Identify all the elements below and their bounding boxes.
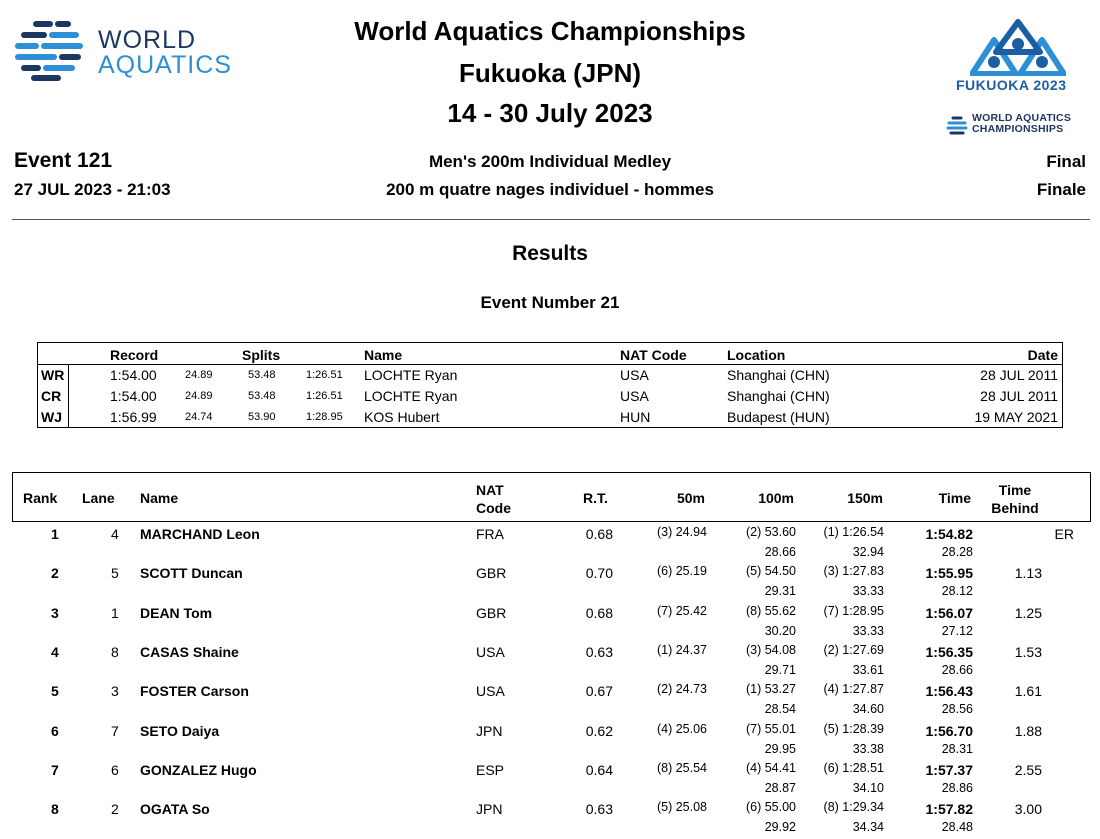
event-number-line: Event Number 21 [480, 293, 620, 312]
fukuoka-2023-logo [938, 16, 1088, 141]
result-split-150m: (6) 1:28.51 [823, 760, 884, 775]
result-time-behind: 1.13 [1014, 565, 1042, 582]
results-header-time-behind [987, 481, 1043, 517]
result-row [0, 603, 1100, 643]
result-lane: 5 [111, 565, 119, 582]
record-date: 28 JUL 2011 [980, 388, 1058, 404]
logo-text-aquatics: AQUATICS [98, 51, 232, 79]
result-rank: 3 [51, 604, 59, 621]
result-lap-100m: 29.92 [764, 820, 796, 835]
result-time-behind: 1.53 [1014, 643, 1042, 660]
result-reaction-time: 0.68 [585, 604, 613, 621]
record-time: 1:56.99 [110, 409, 157, 425]
result-lane: 8 [111, 643, 119, 660]
result-lap-final: 28.31 [941, 741, 973, 756]
result-nat-code: ESP [476, 761, 505, 778]
result-lap-100m: 28.66 [764, 545, 796, 559]
result-lap-final: 28.56 [941, 702, 973, 717]
result-lap-150m: 33.33 [852, 623, 884, 638]
records-table [37, 342, 1063, 428]
results-header-nat-line1: NAT [476, 482, 504, 498]
result-nat-code: JPN [476, 722, 503, 739]
result-time-behind: 1.88 [1014, 722, 1042, 739]
record-holder-name: KOS Hubert [364, 409, 440, 425]
result-rank: 1 [51, 526, 59, 542]
record-nat-code: HUN [620, 409, 651, 425]
result-final-time: 1:54.82 [925, 526, 973, 542]
result-lap-150m: 33.61 [852, 662, 884, 677]
results-header-nat-line2: Code [476, 500, 511, 516]
result-lane: 2 [111, 801, 119, 818]
result-split-100m: (1) 53.27 [745, 682, 796, 697]
result-split-50m: (2) 24.73 [656, 682, 707, 697]
result-nat-code: USA [476, 643, 505, 660]
event-datetime: 27 JUL 2023 - 21:03 [14, 180, 171, 199]
result-rank: 7 [51, 761, 59, 778]
record-type: WJ [41, 409, 62, 425]
records-header-nat: NAT Code [620, 347, 687, 363]
results-header-50m: 50m [676, 490, 705, 506]
event-name-french: 200 m quatre nages individuel - hommes [386, 180, 714, 199]
result-split-100m: (4) 54.41 [745, 760, 796, 775]
result-time-behind: 1.25 [1014, 604, 1042, 621]
result-lap-final: 28.48 [941, 820, 973, 835]
records-header-name: Name [364, 347, 403, 363]
results-header-rt: R.T. [583, 490, 608, 506]
result-reaction-time: 0.62 [585, 722, 613, 739]
championship-dates: 14 - 30 July 2023 [447, 98, 653, 128]
result-rank: 4 [51, 643, 59, 660]
record-time: 1:54.00 [110, 388, 157, 404]
result-split-100m: (5) 54.50 [745, 564, 796, 579]
result-nat-code: JPN [476, 801, 503, 818]
event-name-english: Men's 200m Individual Medley [428, 152, 672, 171]
records-header-date: Date [1027, 347, 1058, 363]
result-athlete-name: FOSTER Carson [140, 683, 249, 700]
result-rank: 8 [51, 801, 59, 818]
event-round-english: Final [1046, 152, 1086, 171]
logo-right-line1: WORLD AQUATICS [972, 112, 1072, 124]
result-split-150m: (3) 1:27.83 [823, 564, 884, 579]
result-athlete-name: MARCHAND Leon [140, 526, 260, 542]
result-reaction-time: 0.68 [585, 526, 613, 542]
record-split-100: 53.48 [248, 390, 276, 402]
results-header-rank: Rank [23, 490, 58, 506]
result-split-50m: (3) 24.94 [656, 525, 707, 539]
record-split-50: 24.89 [185, 369, 213, 381]
result-split-50m: (1) 24.37 [656, 642, 707, 657]
championship-location: Fukuoka (JPN) [458, 58, 642, 88]
results-header-behind-line1: Time [998, 482, 1032, 498]
result-reaction-time: 0.64 [585, 761, 613, 778]
result-lane: 3 [111, 683, 119, 700]
world-aquatics-mini-emblem-icon [946, 115, 968, 137]
result-final-time: 1:57.82 [925, 801, 973, 818]
result-time-behind: 2.55 [1014, 761, 1042, 778]
result-split-150m: (8) 1:29.34 [823, 800, 884, 815]
results-header-time: Time [938, 490, 971, 506]
result-athlete-name: SETO Daiya [140, 722, 220, 739]
results-header-behind-line2: Behind [991, 500, 1039, 516]
result-reaction-time: 0.63 [585, 801, 613, 818]
header-divider [12, 219, 1090, 220]
result-lane: 6 [111, 761, 119, 778]
championship-title: World Aquatics Championships [354, 16, 746, 46]
record-time: 1:54.00 [110, 367, 157, 383]
records-type-rule [68, 364, 69, 428]
record-split-150: 1:26.51 [306, 390, 343, 402]
result-split-50m: (8) 25.54 [656, 760, 707, 775]
result-lane: 4 [111, 526, 119, 542]
record-split-150: 1:26.51 [306, 369, 343, 381]
world-aquatics-emblem-icon [14, 18, 84, 82]
result-lane: 7 [111, 722, 119, 739]
result-athlete-name: CASAS Shaine [140, 643, 239, 660]
record-split-150: 1:28.95 [306, 411, 343, 423]
result-lap-100m: 28.87 [764, 780, 796, 795]
record-split-50: 24.74 [185, 411, 213, 423]
fukuoka-year-text: FUKUOKA 2023 [956, 77, 1067, 93]
result-final-time: 1:56.35 [925, 643, 973, 660]
record-date: 28 JUL 2011 [980, 367, 1058, 383]
logo-right-line2: CHAMPIONSHIPS [972, 123, 1064, 135]
result-split-150m: (2) 1:27.69 [823, 642, 884, 657]
results-header-100m: 100m [758, 490, 794, 506]
record-holder-name: LOCHTE Ryan [364, 367, 458, 383]
result-lap-100m: 28.54 [764, 702, 796, 717]
result-record-note: ER [1054, 526, 1074, 542]
result-reaction-time: 0.70 [585, 565, 613, 582]
result-split-100m: (6) 55.00 [745, 800, 796, 815]
result-lap-final: 28.12 [941, 584, 973, 599]
result-lap-150m: 34.10 [852, 780, 884, 795]
result-lap-final: 28.66 [941, 662, 973, 677]
result-time-behind: 3.00 [1014, 801, 1042, 818]
result-split-50m: (4) 25.06 [656, 721, 707, 736]
result-lap-final: 28.28 [941, 545, 973, 559]
result-split-150m: (7) 1:28.95 [823, 603, 884, 618]
results-table-header [12, 472, 1091, 522]
result-lap-100m: 30.20 [764, 623, 796, 638]
record-location: Shanghai (CHN) [727, 367, 830, 383]
result-row [0, 760, 1100, 800]
record-type: CR [41, 388, 62, 404]
result-split-100m: (7) 55.01 [745, 721, 796, 736]
logo-text-world: WORLD [98, 26, 197, 54]
result-split-150m: (5) 1:28.39 [823, 721, 884, 736]
results-header-lane: Lane [82, 490, 115, 506]
record-split-50: 24.89 [185, 390, 213, 402]
record-split-100: 53.48 [248, 369, 276, 381]
records-header-rule [38, 364, 1062, 365]
record-location: Shanghai (CHN) [727, 388, 830, 404]
result-lane: 1 [111, 604, 119, 621]
record-holder-name: LOCHTE Ryan [364, 388, 458, 404]
result-nat-code: USA [476, 683, 505, 700]
record-date: 19 MAY 2021 [974, 409, 1058, 425]
result-lap-100m: 29.31 [764, 584, 796, 599]
event-number: Event 121 [14, 149, 113, 172]
result-split-100m: (3) 54.08 [745, 642, 796, 657]
result-nat-code: FRA [476, 526, 504, 542]
result-lap-150m: 34.60 [852, 702, 884, 717]
result-athlete-name: OGATA So [140, 801, 210, 818]
result-reaction-time: 0.63 [585, 643, 613, 660]
event-round-french: Finale [1036, 180, 1086, 199]
result-final-time: 1:56.70 [925, 722, 973, 739]
results-header-name: Name [140, 490, 179, 506]
result-split-50m: (5) 25.08 [656, 800, 707, 815]
result-final-time: 1:55.95 [925, 565, 973, 582]
result-athlete-name: GONZALEZ Hugo [140, 761, 257, 778]
result-split-150m: (4) 1:27.87 [823, 682, 884, 697]
result-final-time: 1:56.43 [925, 683, 973, 700]
record-split-100: 53.90 [248, 411, 276, 423]
result-lap-final: 28.86 [941, 780, 973, 795]
result-lap-150m: 34.34 [852, 820, 884, 835]
result-lap-100m: 29.71 [764, 662, 796, 677]
result-row [0, 642, 1100, 682]
result-reaction-time: 0.67 [585, 683, 613, 700]
records-header-record: Record [110, 347, 159, 363]
result-final-time: 1:57.37 [925, 761, 973, 778]
result-time-behind: 1.61 [1014, 683, 1042, 700]
result-rank: 5 [51, 683, 59, 700]
record-nat-code: USA [620, 388, 649, 404]
results-heading: Results [512, 242, 588, 265]
world-aquatics-logo [14, 18, 264, 82]
result-lap-150m: 33.33 [852, 584, 884, 599]
result-nat-code: GBR [476, 565, 507, 582]
result-split-150m: (1) 1:26.54 [823, 525, 884, 539]
results-header-nat-code [476, 481, 511, 517]
result-lap-final: 27.12 [941, 623, 973, 638]
result-row [0, 563, 1100, 603]
result-split-50m: (7) 25.42 [656, 603, 707, 618]
result-athlete-name: SCOTT Duncan [140, 565, 243, 582]
result-row [0, 524, 1100, 564]
records-header-splits: Splits [242, 347, 281, 363]
result-split-100m: (8) 55.62 [745, 603, 796, 618]
world-aquatics-championships-text [972, 113, 1071, 135]
result-lap-150m: 32.94 [852, 545, 884, 559]
results-header-150m: 150m [847, 490, 883, 506]
result-row [0, 799, 1100, 839]
result-rank: 2 [51, 565, 59, 582]
records-header-location: Location [727, 347, 786, 363]
result-row [0, 681, 1100, 721]
result-lap-150m: 33.38 [852, 741, 884, 756]
record-nat-code: USA [620, 367, 649, 383]
result-final-time: 1:56.07 [925, 604, 973, 621]
result-athlete-name: DEAN Tom [140, 604, 213, 621]
fukuoka-mountains-icon [970, 18, 1066, 76]
result-split-50m: (6) 25.19 [656, 564, 707, 579]
result-split-100m: (2) 53.60 [745, 525, 796, 539]
result-rank: 6 [51, 722, 59, 739]
result-lap-100m: 29.95 [764, 741, 796, 756]
record-location: Budapest (HUN) [727, 409, 830, 425]
record-type: WR [41, 367, 65, 383]
result-row [0, 721, 1100, 761]
result-nat-code: GBR [476, 604, 507, 621]
